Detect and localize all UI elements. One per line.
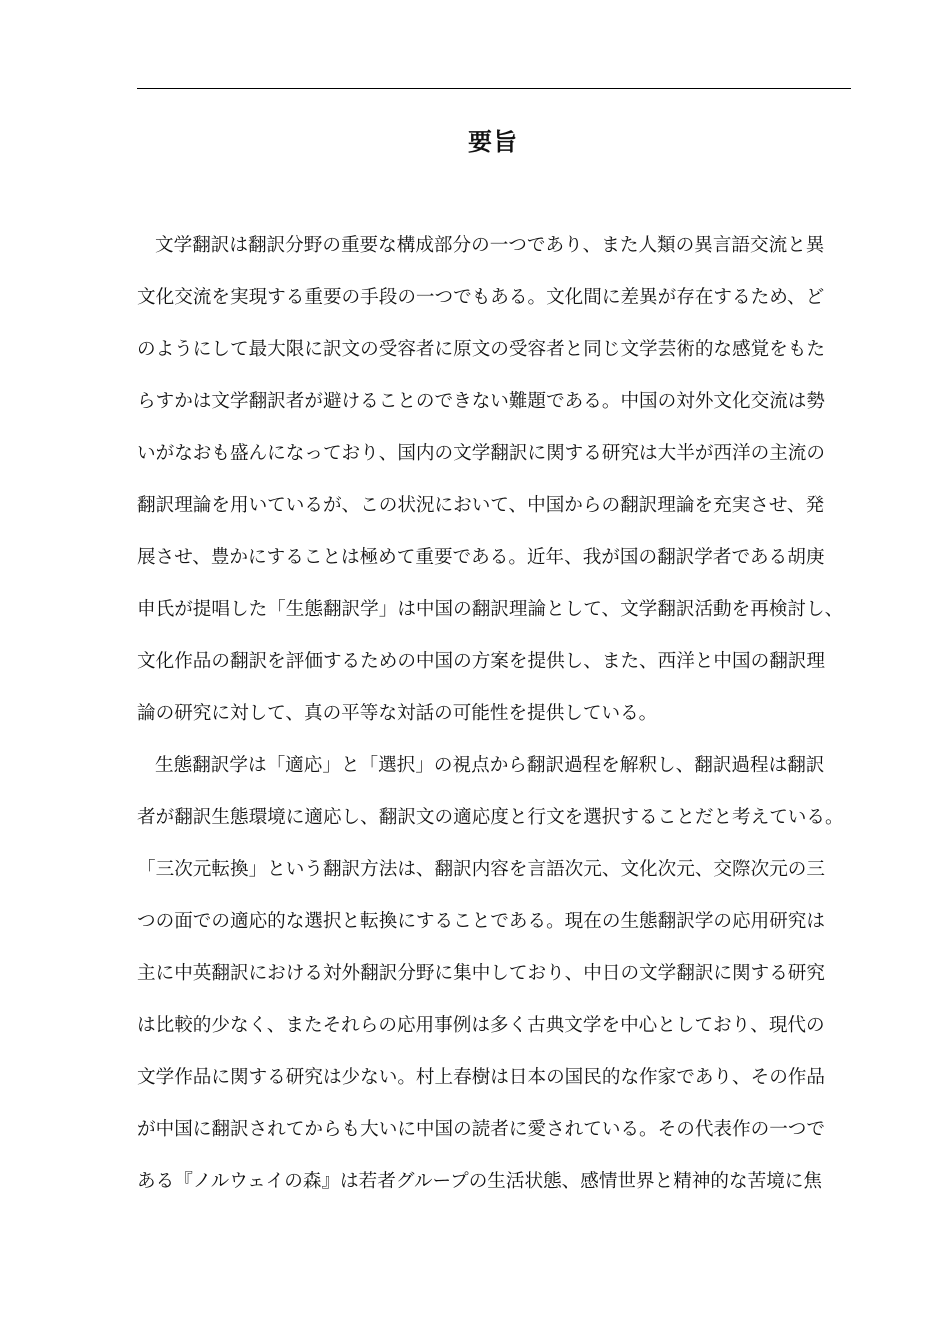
body-line: 文化交流を実現する重要の手段の一つでもある。文化間に差異が存在するため、ど xyxy=(137,287,825,308)
body-line: らすかは文学翻訳者が避けることのできない難題である。中国の対外文化交流は勢 xyxy=(137,391,825,412)
body-line: ある『ノルウェイの森』は若者グループの生活状態、感情世界と精神的な苦境に焦 xyxy=(137,1171,822,1192)
abstract-body xyxy=(137,233,853,1221)
body-line: つの面での適応的な選択と転換にすることである。現在の生態翻訳学の応用研究は xyxy=(137,911,825,932)
page-title: 要旨 xyxy=(468,128,518,156)
body-line: が中国に翻訳されてからも大いに中国の読者に愛されている。その代表作の一つで xyxy=(137,1119,825,1140)
body-line: 翻訳理論を用いているが、この状況において、中国からの翻訳理論を充実させ、発 xyxy=(137,495,825,516)
body-line: 文学翻訳は翻訳分野の重要な構成部分の一つであり、また人類の異言語交流と異 xyxy=(155,235,825,256)
body-line: 文化作品の翻訳を評価するための中国の方案を提供し、また、西洋と中国の翻訳理 xyxy=(137,651,825,672)
body-line: 論の研究に対して、真の平等な対話の可能性を提供している。 xyxy=(137,703,658,724)
body-line: のようにして最大限に訳文の受容者に原文の受容者と同じ文学芸術的な感覚をもた xyxy=(137,339,825,360)
body-line: 生態翻訳学は「適応」と「選択」の視点から翻訳過程を解釈し、翻訳過程は翻訳 xyxy=(155,755,825,776)
header-rule xyxy=(137,88,851,89)
body-line: 主に中英翻訳における対外翻訳分野に集中しており、中日の文学翻訳に関する研究 xyxy=(137,963,825,984)
body-line: 者が翻訳生態環境に適応し、翻訳文の適応度と行文を選択することだと考えている。 xyxy=(137,807,844,828)
body-line: 「三次元転換」という翻訳方法は、翻訳内容を言語次元、文化次元、交際次元の三 xyxy=(137,859,825,880)
body-line: 申氏が提唱した「生態翻訳学」は中国の翻訳理論として、文学翻訳活動を再検討し、 xyxy=(137,599,844,620)
body-line: 展させ、豊かにすることは極めて重要である。近年、我が国の翻訳学者である胡庚 xyxy=(137,547,825,568)
body-line: 文学作品に関する研究は少ない。村上春樹は日本の国民的な作家であり、その作品 xyxy=(137,1067,825,1088)
body-line: いがなおも盛んになっており、国内の文学翻訳に関する研究は大半が西洋の主流の xyxy=(137,443,825,464)
body-line: は比較的少なく、またそれらの応用事例は多く古典文学を中心としており、現代の xyxy=(137,1015,825,1036)
